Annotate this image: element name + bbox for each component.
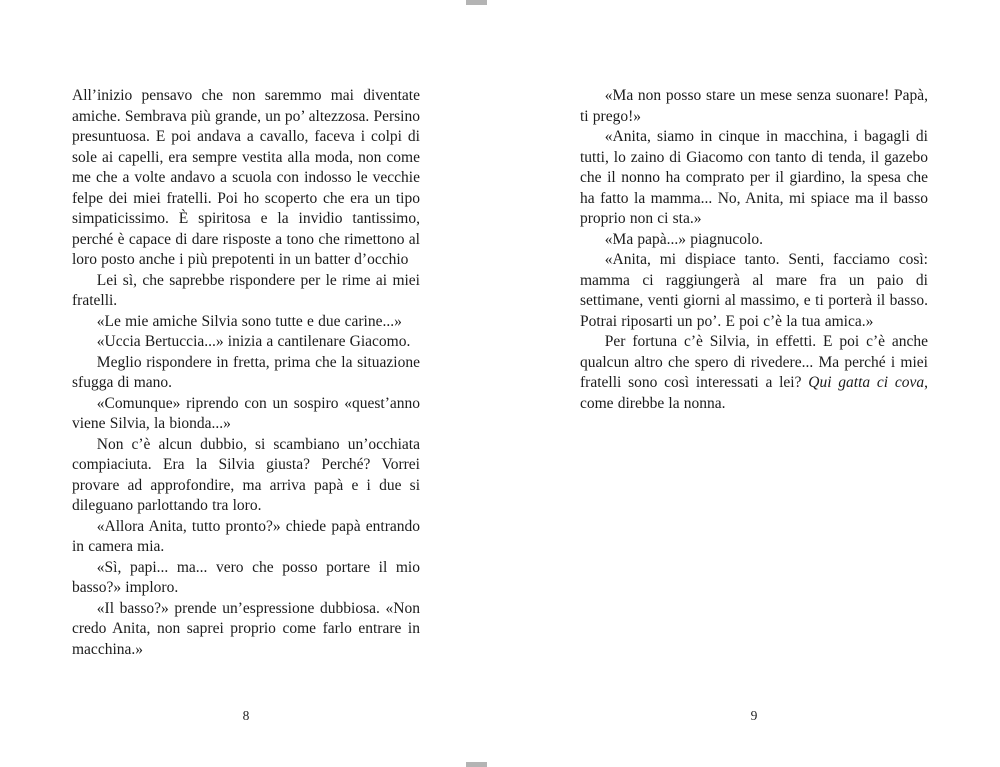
paragraph: [72, 435, 420, 517]
paragraph: [72, 517, 420, 558]
paragraph: [580, 86, 928, 127]
text-run: «Allora Anita, tutto pronto?» chiede papà entrando in camera mia.: [72, 517, 420, 555]
paragraph: [580, 127, 928, 230]
paragraph: [580, 332, 928, 414]
text-run: Per fortuna c’è Silvia, in effetti. E poi c’è anche qualcun altro che spero di rivedere... Ma perché i miei fratelli sono così interessati a lei?: [580, 333, 928, 391]
adjacent-page-edge-bottom: [466, 762, 487, 767]
text-run: Meglio rispondere in fretta, prima che la situazione sfugga di mano.: [72, 353, 420, 391]
text-run: «Ma non posso stare un mese senza suonare! Papà, ti prego!»: [580, 87, 928, 125]
text-run: «Ma papà...» piagnucolo.: [604, 230, 763, 248]
text-run: «Anita, siamo in cinque in macchina, i bagagli di tutti, lo zaino di Giacomo con tanto di tenda, il gazebo che il nonno ha comprato per il giardino, la spesa che ha fatto la mamma... No, Anita, mi spiace ma il basso proprio non ci sta.»: [580, 128, 928, 227]
paragraph: [72, 394, 420, 435]
paragraph: [72, 558, 420, 599]
text-run: All’inizio pensavo che non saremmo mai diventate amiche. Sembrava più grande, un po’ altezzosa. Persino presuntuosa. E poi andava a cavallo, faceva i colpi di sole ai capelli, era sempre vestita alla moda, non come me che a volte andavo a scuola con indosso le vecchie felpe dei miei fratelli. Poi ho scoperto che era un tipo simpaticissimo. È spiritosa e la invidio tantissimo, perché è capace di dare risposte a tono che rimettono al loro posto anche i più prepotenti in un batter d’occhio: [72, 87, 420, 268]
paragraph: [72, 86, 420, 271]
text-run: «Il basso?» prende un’espressione dubbiosa. «Non credo Anita, non saprei proprio come farlo entrare in macchina.»: [72, 599, 420, 658]
text-run: «Sì, papi... ma... vero che posso portare il mio basso?» imploro.: [72, 558, 420, 596]
page-number-left: 8: [242, 708, 250, 723]
paragraph: [72, 271, 420, 312]
italic-text-run: Qui gatta ci cova: [808, 374, 925, 391]
paragraph: [72, 353, 420, 394]
page-number-right: 9: [750, 708, 758, 723]
paragraph: [580, 230, 928, 251]
text-run: , come direbbe la nonna.: [580, 374, 928, 412]
paragraph: [580, 250, 928, 332]
paragraph: [72, 599, 420, 661]
text-run: «Le mie amiche Silvia sono tutte e due carine...»: [96, 312, 402, 330]
paragraph: [72, 312, 420, 333]
adjacent-page-edge-top: [466, 0, 487, 5]
text-run: Lei sì, che saprebbe rispondere per le rime ai miei fratelli.: [72, 271, 420, 309]
text-run: «Uccia Bertuccia...» inizia a cantilenare Giacomo.: [96, 333, 411, 350]
text-run: «Anita, mi dispiace tanto. Senti, facciamo così: mamma ci raggiungerà al mare fra un paio di settimane, venti giorni al massimo, e ti porterà il basso. Potrai riposarti un po’. E poi c’è la tua amica.»: [580, 251, 928, 330]
text-run: «Comunque» riprendo con un sospiro «quest’anno viene Silvia, la bionda...»: [72, 394, 420, 432]
text-run: Non c’è alcun dubbio, si scambiano un’occhiata compiaciuta. Era la Silvia giusta? Perché? Vorrei provare ad approfondire, ma arriva papà e i due si dileguano parlottando tra loro.: [72, 435, 420, 514]
left-page-text-column: [72, 86, 420, 660]
right-page-text-column: [580, 86, 928, 414]
paragraph: [72, 332, 420, 353]
